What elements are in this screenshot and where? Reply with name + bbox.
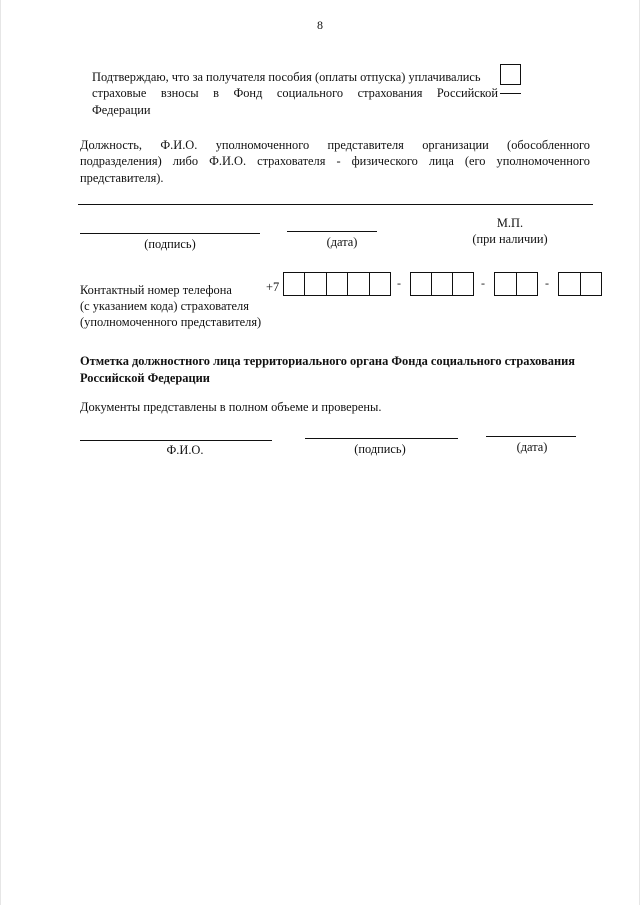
phone-separator-3: - [545,276,549,290]
date-caption: (дата) [326,235,358,249]
digit-box[interactable] [516,273,538,295]
official-name-caption: Ф.И.О. [166,443,204,457]
date-line[interactable] [287,231,377,232]
official-mark-statement: Документы представлены в полном объеме и проверены. [80,400,382,414]
official-signature-caption: (подпись) [354,442,406,456]
scan-left-edge [0,0,1,905]
phone-prefix: +7 [266,280,280,294]
stamp-caption: (при наличии) [472,232,548,246]
digit-box[interactable] [452,273,473,295]
phone-group-1-boxes[interactable] [410,272,474,296]
checkbox-underline [500,93,521,94]
official-mark-title-line-1: Отметка должностного лица территориального органа Фонда социального страхования [80,354,575,368]
signature-caption: (подпись) [144,237,196,251]
official-mark-title-line-2: Российской Федерации [80,371,210,385]
phone-label-line-3: (уполномоченного представителя) [80,315,262,329]
digit-box[interactable] [304,273,325,295]
phone-area-code-boxes[interactable] [283,272,391,296]
signature-line[interactable] [80,233,260,234]
digit-box[interactable] [580,273,602,295]
digit-box[interactable] [495,273,516,295]
phone-group-3-boxes[interactable] [558,272,602,296]
confirmation-line-1: Подтверждаю, что за получателя пособия (оплаты отпуска) уплачивались [92,70,481,84]
digit-box[interactable] [411,273,431,295]
page-number: 8 [317,18,323,32]
confirmation-checkbox[interactable] [500,64,521,85]
representative-line-1: Должность, Ф.И.О. уполномоченного представителя организации (обособленного [80,138,590,152]
official-signature-line[interactable] [305,438,458,439]
confirmation-line-2: страховые взносы в Фонд социального страхования Российской [92,86,498,100]
official-date-line[interactable] [486,436,576,437]
digit-box[interactable] [559,273,580,295]
phone-separator-2: - [481,276,485,290]
phone-separator-1: - [397,276,401,290]
official-name-line[interactable] [80,440,272,441]
phone-label-line-2: (с указанием кода) страхователя [80,299,249,313]
phone-group-2-boxes[interactable] [494,272,538,296]
representative-line-3: представителя). [80,171,164,185]
stamp-label: М.П. [496,216,524,230]
representative-line-2: подразделения) либо Ф.И.О. страхователя - физического лица (его уполномоченного [80,154,590,168]
representative-name-line[interactable] [78,204,593,205]
digit-box[interactable] [284,273,304,295]
digit-box[interactable] [326,273,347,295]
digit-box[interactable] [431,273,452,295]
digit-box[interactable] [369,273,390,295]
digit-box[interactable] [347,273,368,295]
phone-label-line-1: Контактный номер телефона [80,283,232,297]
official-date-caption: (дата) [516,440,548,454]
confirmation-line-3: Федерации [92,103,151,117]
